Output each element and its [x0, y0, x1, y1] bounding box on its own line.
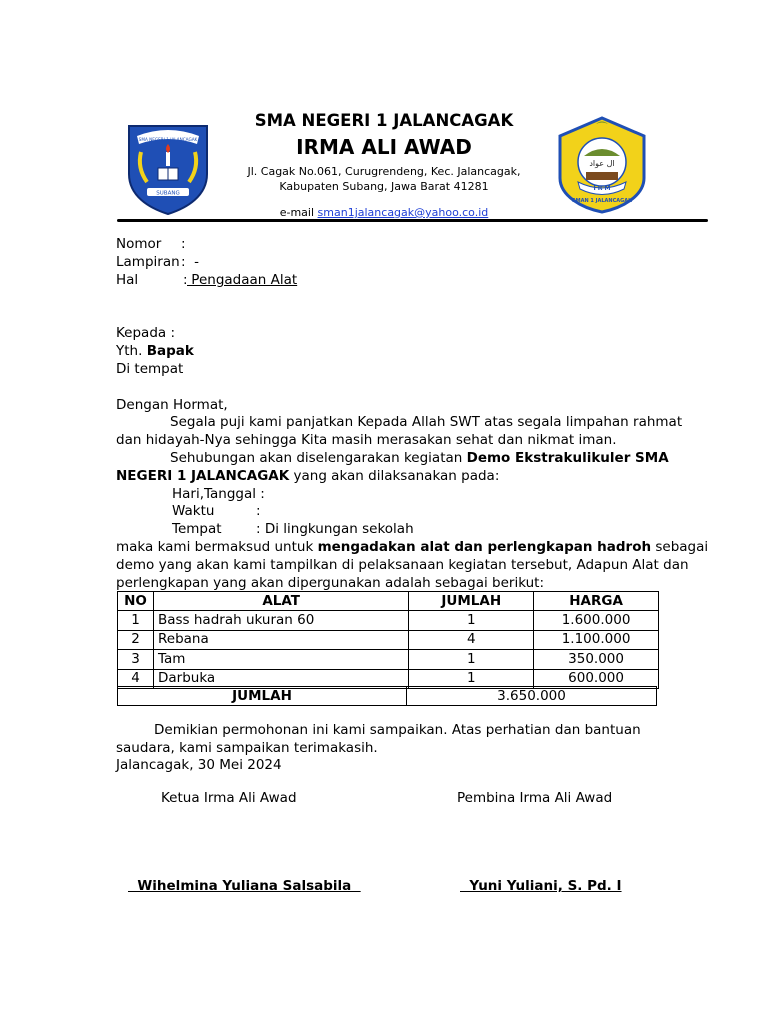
paragraph-2-line-1 [170, 449, 669, 467]
row-alat: Tam [153, 650, 408, 669]
row-no: 1 [118, 611, 154, 630]
paragraph-2-line-2 [116, 467, 499, 485]
row-harga: 600.000 [534, 669, 659, 688]
signature-right-name: Yuni Yuliani, S. Pd. I [460, 878, 622, 894]
table-total-row [117, 686, 657, 706]
table-header-row [118, 592, 659, 611]
total-value: 3.650.000 [497, 688, 566, 704]
right-logo-arabic: ال عواد [589, 159, 615, 168]
row-jumlah: 1 [409, 611, 534, 630]
place-date: Jalancagak, 30 Mei 2024 [116, 757, 282, 773]
closing-line-1: Demikian permohonan ini kami sampaikan. Atas perhatian dan bantuan [154, 722, 641, 738]
hal-separator: : [183, 272, 188, 288]
paragraph-1-line-1: Segala puji kami panjatkan Kepada Allah SWT atas segala limpahan rahmat [170, 414, 683, 430]
p3-prefix: maka kami bermaksud untuk [116, 539, 318, 555]
table-row [118, 650, 659, 669]
p2-event: Demo Ekstrakulikuler SMA [466, 450, 669, 466]
header-harga: HARGA [534, 592, 659, 611]
p3-suffix: sebagai [651, 539, 709, 555]
signature-left-name: Wihelmina Yuliana Salsabila [128, 878, 361, 894]
left-logo-bottom: SUBANG [156, 190, 180, 197]
row-harga: 1.600.000 [534, 611, 659, 630]
tempat-value: : Di lingkungan sekolah [256, 521, 414, 537]
total-label: JUMLAH [232, 688, 292, 704]
yth-label: Yth. [116, 343, 143, 359]
kepada-label: Kepada : [116, 325, 176, 341]
row-jumlah: 4 [409, 630, 534, 649]
school-name: SMA NEGERI 1 JALANCAGAK [254, 111, 514, 130]
paragraph-3-line-3: perlengkapan yang akan dipergunakan adalah sebagai berikut: [116, 575, 544, 591]
email-label: e-mail [279, 206, 315, 219]
email-line [0, 206, 768, 219]
lampiran-label: Lampiran [116, 254, 180, 270]
paragraph-3-line-2: demo yang akan kami tampilkan di pelaksanaan kegiatan tersebut, Adapun Alat dan [116, 557, 689, 573]
row-no: 4 [118, 669, 154, 688]
row-alat: Bass hadrah ukuran 60 [153, 611, 408, 630]
header-divider [117, 219, 708, 222]
recipient-bapak: Bapak [146, 343, 194, 359]
di-tempat: Di tempat [116, 361, 184, 377]
address-line-2: Kabupaten Subang, Jawa Barat 41281 [279, 180, 489, 193]
table-row [118, 630, 659, 649]
row-no: 2 [118, 630, 154, 649]
waktu-label: Waktu [172, 503, 215, 519]
table-row [118, 611, 659, 630]
header-alat: ALAT [153, 592, 408, 611]
right-logo-bottom: SMAN 1 JALANCAGAK [572, 198, 632, 204]
hal-value: Pengadaan Alat [187, 272, 298, 288]
row-no: 3 [118, 650, 154, 669]
nomor-label: Nomor [116, 236, 162, 252]
row-jumlah: 1 [409, 650, 534, 669]
recipient-line [116, 342, 194, 360]
hari-tanggal-label: Hari,Tanggal : [172, 486, 265, 502]
header-jumlah: JUMLAH [409, 592, 534, 611]
left-logo-banner: SMA NEGERI 1 JALANCAGAK [138, 137, 198, 142]
p2-rest: yang akan dilaksanakan pada: [289, 468, 500, 484]
row-harga: 350.000 [534, 650, 659, 669]
p3-bold: mengadakan alat dan perlengkapan hadroh [317, 539, 652, 555]
email-link[interactable]: sman1jalancagak@yahoo.co.id [317, 206, 489, 219]
signature-left-title: Ketua Irma Ali Awad [161, 790, 297, 806]
address-line-1: Jl. Cagak No.061, Curugrendeng, Kec. Jalancagak, [247, 165, 521, 178]
right-logo-ribbon: I R M [593, 185, 611, 192]
hal-label: Hal [116, 272, 139, 288]
organization-name: IRMA ALI AWAD [296, 135, 472, 159]
header-no: NO [118, 592, 154, 611]
closing-line-2: saudara, kami sampaikan terimakasih. [116, 740, 378, 756]
waktu-separator: : [256, 503, 261, 519]
row-jumlah: 1 [409, 669, 534, 688]
nomor-separator: : [181, 236, 186, 252]
paragraph-1-line-2: dan hidayah-Nya sehingga Kita masih merasakan sehat dan nikmat iman. [116, 432, 617, 448]
tempat-label: Tempat [172, 521, 222, 537]
equipment-table [117, 591, 659, 689]
greeting: Dengan Hormat, [116, 397, 228, 413]
row-harga: 1.100.000 [534, 630, 659, 649]
row-alat: Darbuka [153, 669, 408, 688]
paragraph-3-line-1 [116, 538, 708, 556]
p2-school: NEGERI 1 JALANCAGAK [116, 468, 290, 484]
row-alat: Rebana [153, 630, 408, 649]
lampiran-value: : - [181, 254, 200, 270]
signature-right-title: Pembina Irma Ali Awad [457, 790, 613, 806]
p2-prefix: Sehubungan akan diselengarakan kegiatan [170, 450, 467, 466]
